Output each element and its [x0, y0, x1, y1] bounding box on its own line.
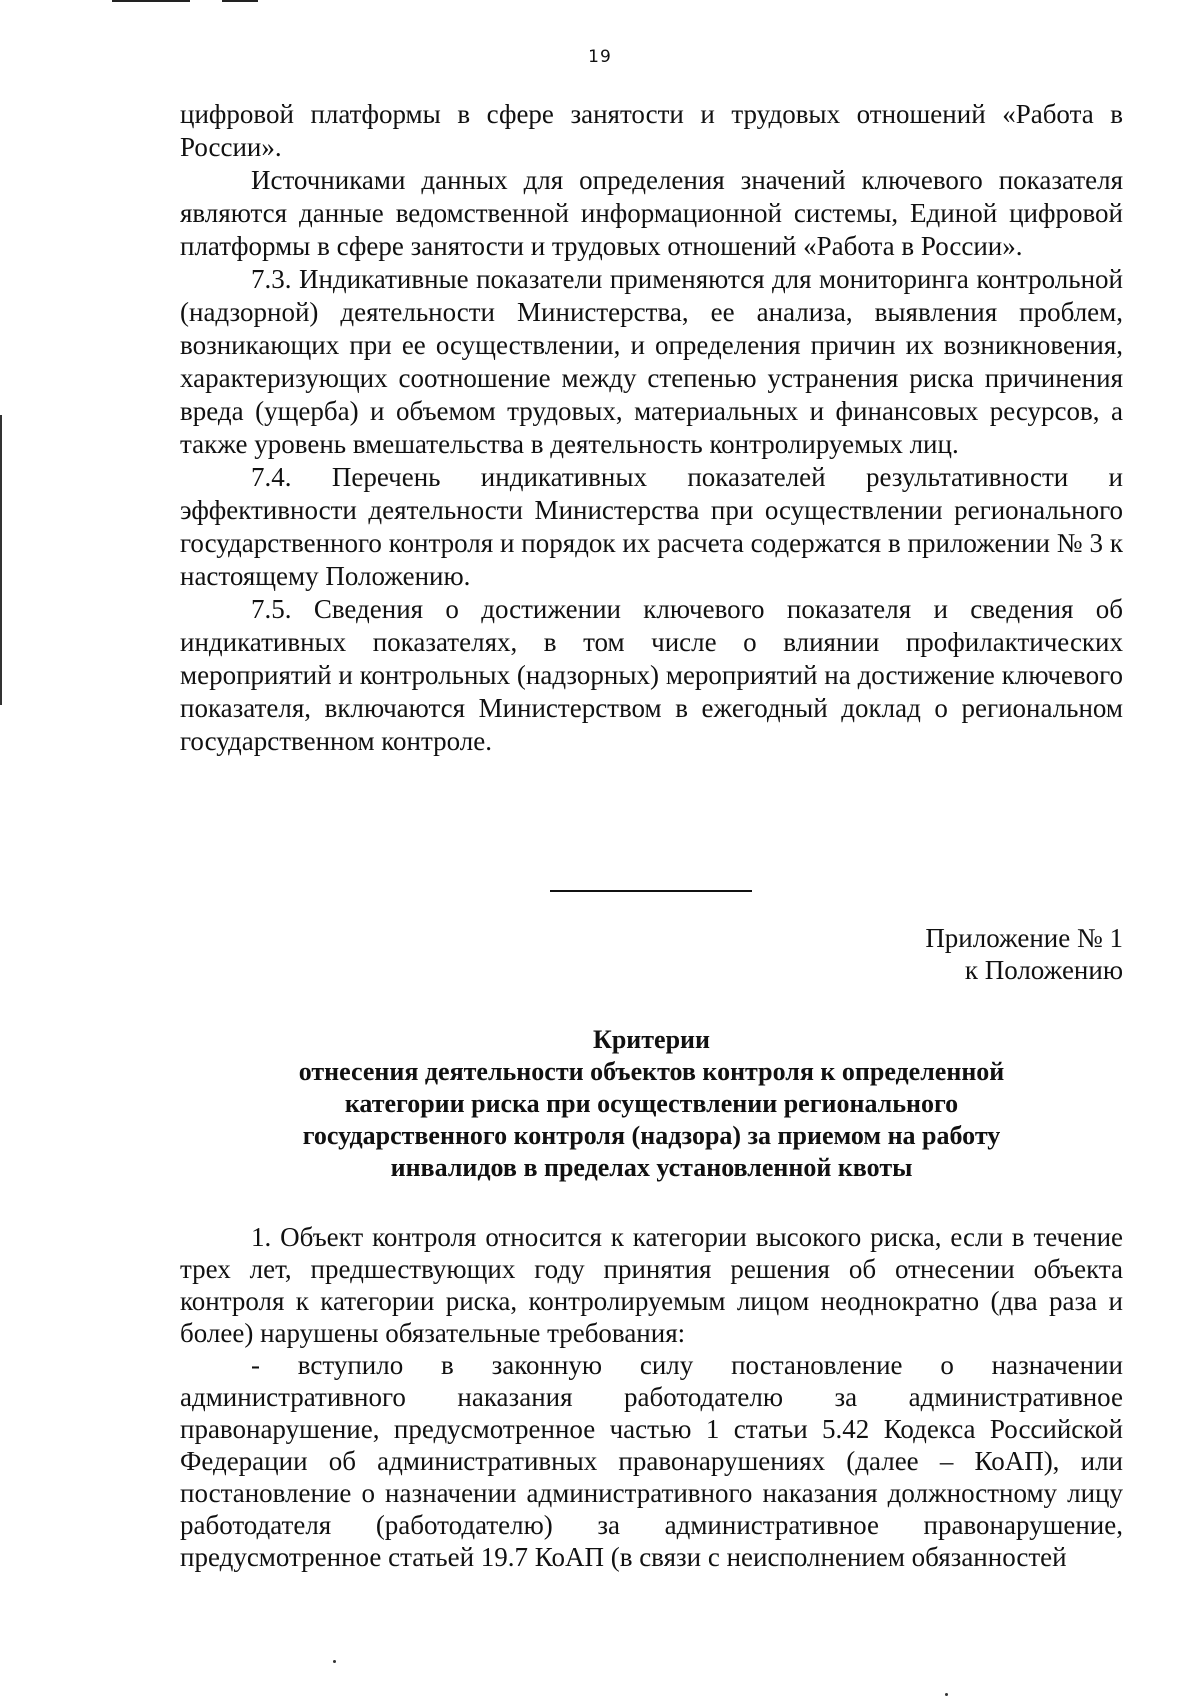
- paragraph: 7.4. Перечень индикативных показателей результативности и эффективности деятельности Министерства при осуществлении регионального государственного контроля и порядок их расчета содержатся в приложении № 3 к настоящему Положению.: [180, 462, 1123, 591]
- criteria-line-4: инвалидов в пределах установленной квоты: [390, 1153, 913, 1182]
- criteria-line-2: категории риска при осуществлении регионального: [344, 1089, 959, 1118]
- criteria-heading: [180, 1024, 1123, 1184]
- criteria-line-3: государственного контроля (надзора) за приемом на работу: [302, 1121, 1001, 1150]
- scan-artifact-top-left: [112, 0, 190, 2]
- scan-artifact-top-mid: [222, 0, 258, 2]
- criteria-line-1: отнесения деятельности объектов контроля к определенной: [298, 1057, 1005, 1086]
- appendix-reference: [925, 922, 1123, 986]
- body-text-top: [180, 98, 1123, 758]
- criteria-title: Критерии: [592, 1025, 711, 1054]
- section-separator: [550, 890, 752, 892]
- paragraph: Источниками данных для определения значений ключевого показателя являются данные ведомственной информационной системы, Единой цифровой платформы в сфере занятости и трудовых отношений «Работа в России».: [180, 165, 1123, 261]
- paragraph: - вступило в законную силу постановление о назначении административного наказания работодателю за административное правонарушение, предусмотренное частью 1 статьи 5.42 Кодекса Российской Федерации об административных правонарушениях (далее – КоАП), или постановление о назначении административного наказания должностному лицу работодателя (работодателю) за административное правонарушение, предусмотренное статьей 19.7 КоАП (в связи с неисполнением обязанностей: [180, 1350, 1123, 1572]
- body-text-bottom: [180, 1221, 1123, 1573]
- paragraph: 7.3. Индикативные показатели применяются для мониторинга контрольной (надзорной) деятельности Министерства, ее анализа, выявления проблем, возникающих при ее осуществлении, и определения причин их возникновения, характеризующих соотношение между степенью устранения риска причинения вреда (ущерба) и объемом трудовых, материальных и финансовых ресурсов, а также уровень вмешательства в деятельность контролируемых лиц.: [180, 264, 1123, 459]
- appendix-line-2: к Положению: [964, 955, 1123, 985]
- paragraph: 7.5. Сведения о достижении ключевого показателя и сведения об индикативных показателях, в том числе о влиянии профилактических мероприятий и контрольных (надзорных) мероприятий на достижение ключевого показателя, включаются Министерством в ежегодный доклад о региональном государственном контроле.: [180, 594, 1123, 756]
- scan-artifact-dot: [333, 1660, 336, 1663]
- page-number: 19: [588, 47, 612, 67]
- scan-artifact-dot: [945, 1693, 948, 1696]
- paragraph: цифровой платформы в сфере занятости и трудовых отношений «Работа в России».: [180, 99, 1123, 162]
- paragraph: 1. Объект контроля относится к категории высокого риска, если в течение трех лет, предшествующих году принятия решения об отнесении объекта контроля к категории риска, контролируемым лицом неоднократно (два раза и более) нарушены обязательные требования:: [180, 1222, 1123, 1348]
- scan-artifact-left-edge: [0, 415, 2, 705]
- appendix-line-1: Приложение № 1: [925, 923, 1123, 953]
